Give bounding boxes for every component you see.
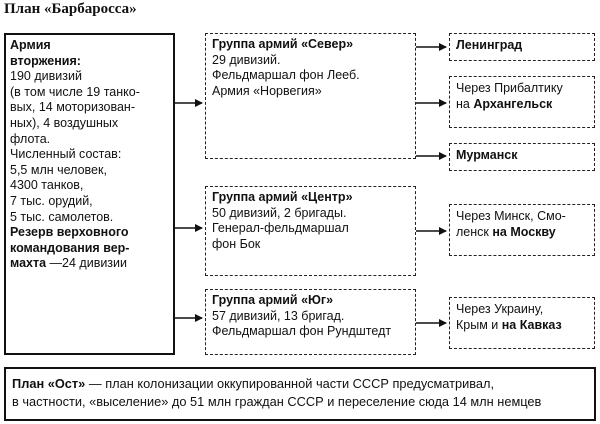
target-arkhangelsk-city: Архангельск: [473, 96, 553, 111]
army-group-center-line: 50 дивизий, 2 бригады.: [212, 205, 347, 220]
invasion-text-line: Численный состав:: [10, 147, 122, 162]
army-group-north-name: Группа армий «Север»: [212, 37, 354, 51]
invasion-text-line: 5 тыс. самолетов.: [10, 209, 114, 224]
invasion-text-line: 190 дивизий: [10, 69, 82, 84]
reserve-last-rest: —24 дивизии: [46, 256, 128, 271]
target-caucasus-city: на Кавказ: [501, 317, 562, 332]
plan-ost-line: в частности, «выселение» до 51 млн граждан СССР и переселение сюда 14 млн немцев: [12, 394, 542, 409]
army-group-north-line: 29 дивизий.: [212, 52, 281, 67]
target-moscow-city: на Москву: [492, 224, 556, 239]
target-caucasus-prefix: Крым и: [456, 317, 502, 332]
invasion-text-line: 4300 танков,: [10, 178, 84, 193]
invasion-text-line: ных), 4 воздушных: [10, 115, 119, 130]
diagram-title: План «Барбаросса»: [4, 1, 137, 17]
target-moscow-line: Через Минск, Смо-: [456, 209, 566, 223]
army-group-north-line: Фельдмаршал фон Лееб.: [212, 68, 360, 83]
army-group-north-line: Армия «Норвегия»: [212, 83, 322, 98]
target-moscow-prefix: ленск: [456, 224, 493, 239]
target-arkhangelsk-line: Через Прибалтику: [456, 81, 563, 95]
army-group-center-name: Группа армий «Центр»: [212, 190, 353, 204]
army-group-south-name: Группа армий «Юг»: [212, 293, 334, 307]
army-group-center-line: фон Бок: [212, 236, 261, 251]
army-group-center-line: Генерал-фельдмаршал: [212, 221, 349, 236]
reserve-line: командования вер-: [10, 240, 130, 255]
target-caucasus-line: Через Украину,: [456, 302, 544, 316]
army-group-south-line: Фельдмаршал фон Рундштедт: [212, 324, 392, 339]
army-group-south-line: 57 дивизий, 13 бригад.: [212, 308, 345, 323]
invasion-text-line: 7 тыс. орудий,: [10, 193, 93, 208]
reserve-last-bold: махта: [10, 256, 47, 271]
plan-ost-term: План «Ост»: [12, 376, 86, 391]
invasion-text-line: вых, 14 моторизован-: [10, 100, 135, 115]
target-murmansk-label: Мурманск: [456, 148, 518, 162]
invasion-heading-line: Армия: [10, 38, 51, 52]
target-leningrad-label: Ленинград: [456, 38, 523, 52]
invasion-heading-line: вторжения:: [10, 53, 81, 68]
target-arkhangelsk-prefix: на: [456, 96, 474, 111]
invasion-text-line: (в том числе 19 танко-: [10, 84, 140, 99]
reserve-line: Резерв верховного: [10, 225, 129, 240]
invasion-text-line: 5,5 млн человек,: [10, 162, 107, 177]
plan-ost-line1-rest: — план колонизации оккупированной части СССР предусматривал,: [85, 376, 495, 391]
invasion-text-line: флота.: [10, 131, 51, 146]
